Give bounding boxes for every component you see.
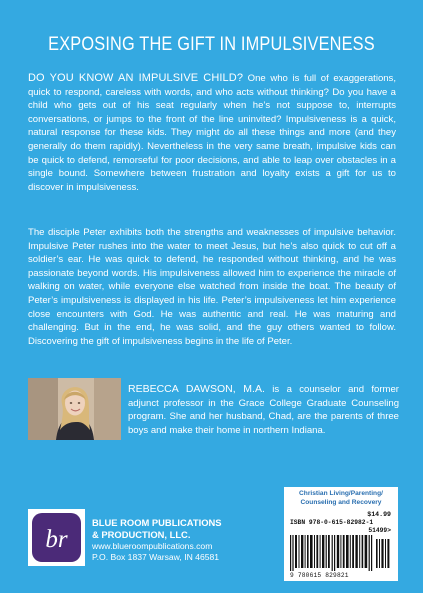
peter-paragraph: The disciple Peter exhibits both the strengths and weaknesses of impulsive behavior. Impulsive Peter rushes into the water to meet Jesus, but he’s also quick to cut off a soldier’s ear. He was quick to defend, he responded without thinking, and he was passionate beyond words. His impulsiveness allowed him to experience the miracle of walking on water, while everyone else watched from inside the boat. The beauty of Peter’s impulsiveness is displayed in his life. Peter’s impulsiveness let him experience close encounters with God. He was authentic and real. He was maturing and challenging. But in the end, he was solid, and the guy others wanted to follow. Discovering the gift of impulsiveness begins in the life of Peter. [28, 227, 396, 347]
page-title: EXPOSING THE GIFT IN IMPULSIVENESS [48, 34, 375, 55]
intro-paragraph [28, 72, 396, 194]
isbn-label: ISBN 978-0-615-82982-1 [290, 519, 374, 526]
portrait-photo-icon [28, 378, 121, 440]
isbn-barcode-icon [290, 535, 392, 571]
author-photo [28, 378, 121, 440]
barcode-panel [284, 487, 398, 581]
intro-lead: DO YOU KNOW AN IMPULSIVE CHILD? [28, 72, 244, 84]
book-category: Christian Living/Parenting/ Counseling and Recovery [299, 490, 383, 506]
br-monogram-logo-icon [28, 509, 85, 566]
publisher-block [92, 517, 222, 563]
author-bio [128, 383, 399, 437]
publisher-logo [28, 509, 85, 566]
barcode-digits: 9 780615 829821 [290, 572, 349, 579]
publisher-name-line1: BLUE ROOM PUBLICATIONS [92, 517, 222, 528]
author-name: REBECCA DAWSON, M.A. [128, 383, 265, 395]
logo-monogram-text: br [45, 526, 68, 553]
author-bio-text: is a counselor and former adjunct professor in the Grace College Graduate Counseling program. She and her husband, Chad, are the parents of three boys and make their home in northern Indiana. [128, 384, 399, 436]
publisher-name-line2: & PRODUCTION, LLC. [92, 528, 191, 540]
publisher-website: www.blueroompublications.com [92, 540, 213, 551]
price-addon-code: 51499> [368, 527, 391, 534]
book-price: $14.99 [367, 511, 391, 518]
intro-text: One who is full of exaggerations, quick to respond, careless with words, and who acts without thinking? Do you have a child who gets out of his seat regularly when he’s not suppose to, interrupts conversations, or jumps to the front of the line uninvited? Impulsiveness is a quick, natural response for these kids. They might do all these things and more (and they generally do them rapidly). Nevertheless in the very same breath, impulsive kids can be quick to defend, remorseful for poor decisions, and able to leap over obstacles in a single bound. Somewhere between frustration and loyalty exists a gift for us to discover in impulsiveness. [28, 73, 396, 193]
publisher-address: P.O. Box 1837 Warsaw, IN 46581 [92, 552, 220, 562]
